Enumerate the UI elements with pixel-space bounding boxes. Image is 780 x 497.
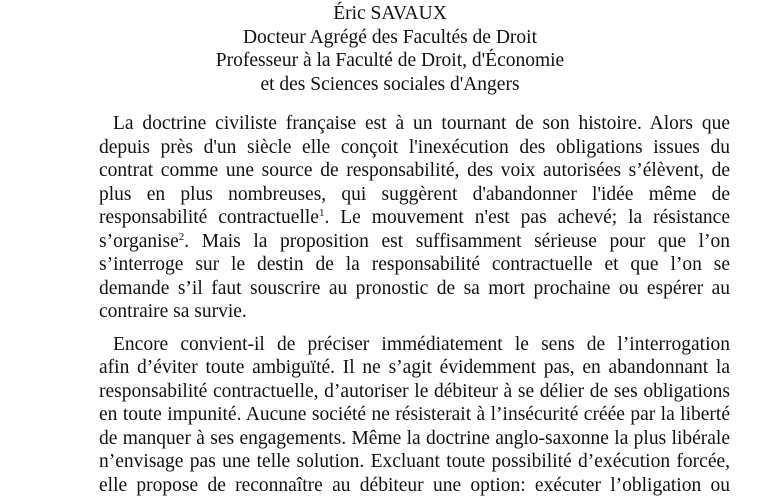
paragraph-1-line-5 xyxy=(99,206,730,230)
paragraph-2-line-4: en toute impunité. Aucune société ne résisterait à l’insécurité créée par la liberté xyxy=(99,403,730,427)
author-name: Éric SAVAUX xyxy=(0,2,780,26)
paragraph-1-line-5-text-b: . Le mouvement n'est pas achevé; la résistance xyxy=(324,207,730,228)
paragraph-1-line-7: s’interroge sur le destin de la responsabilité contractuelle et que l’on se xyxy=(99,253,730,277)
paragraph-2-line-1: Encore convient-il de préciser immédiatement le sens de l’interrogation xyxy=(113,333,730,357)
author-block xyxy=(0,2,780,96)
paragraph-1-line-4: plus en plus nombreuses, qui suggèrent d'abandonner l'idée même de xyxy=(99,183,730,207)
paragraph-1-line-6-text-a: s’organise xyxy=(99,231,179,252)
author-title-line-1: Docteur Agrégé des Facultés de Droit xyxy=(0,26,780,50)
paragraph-2-line-2: afin d’éviter toute ambiguïté. Il ne s’agit évidemment pas, en abandonnant la xyxy=(99,356,730,380)
paragraph-2-line-6: n’envisage pas une telle solution. Excluant toute possibilité d’exécution forcée, xyxy=(99,450,730,474)
author-title-line-3: et des Sciences sociales d'Angers xyxy=(0,73,780,97)
paragraph-2-line-5: de manquer à ses engagements. Même la doctrine anglo-saxonne la plus libérale xyxy=(99,427,730,451)
paragraph-1-line-9: contraire sa survie. xyxy=(99,300,730,324)
paragraph-1-line-6-text-b: . Mais la proposition est suffisamment sérieuse pour que l’on xyxy=(184,231,730,252)
paragraph-1-line-1: La doctrine civiliste française est à un tournant de son histoire. Alors que xyxy=(113,112,730,136)
footnote-marker-2[interactable]: 2 xyxy=(179,231,185,243)
body-text xyxy=(113,112,730,497)
paragraph-1-line-2: depuis près d'un siècle elle conçoit l'inexécution des obligations issues du xyxy=(99,136,730,160)
paragraph-2-line-7: elle propose de reconnaître au débiteur une option: exécuter l’obligation ou xyxy=(99,474,730,497)
paragraph-1-line-5-text-a: responsabilité contractuelle xyxy=(99,207,319,228)
author-title-line-2: Professeur à la Faculté de Droit, d'Économie xyxy=(0,49,780,73)
paragraph-1-line-6 xyxy=(99,230,730,254)
paragraph-1 xyxy=(113,112,730,324)
paragraph-2 xyxy=(113,333,730,497)
footnote-marker-1[interactable]: 1 xyxy=(319,207,325,219)
paragraph-2-line-3: responsabilité contractuelle, d’autoriser le débiteur à se délier de ses obligations xyxy=(99,380,730,404)
paragraph-1-line-3: contrat comme une source de responsabilité, des voix autorisées s’élèvent, de xyxy=(99,159,730,183)
paragraph-1-line-8: demande s’il faut souscrire au pronostic de sa mort prochaine ou espérer au xyxy=(99,277,730,301)
